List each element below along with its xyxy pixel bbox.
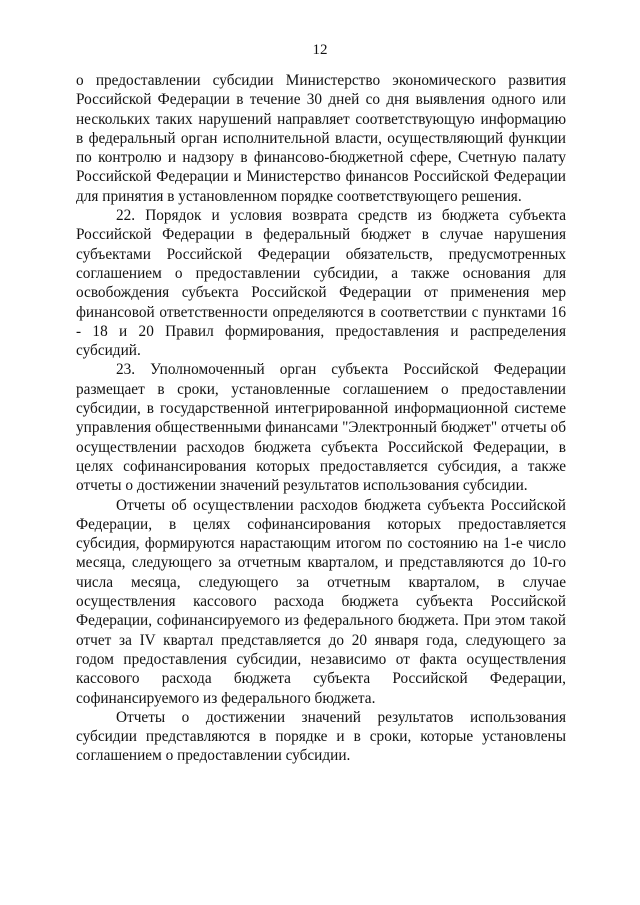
paragraph-results-reports: Отчеты о достижении значений результатов использования субсидии представляются в порядке и в сроки, которые установлены соглашением о предоставлении субсидии.: [76, 708, 566, 765]
paragraph-clause-22: 22. Порядок и условия возврата средств из бюджета субъекта Российской Федерации в федеральный бюджет в случае нарушения субъектами Российской Федерации обязательств, предусмотренных соглашением о предоставлении субсидии, а также основания для освобождения субъекта Российской Федерации от применения мер финансовой ответственности определяются в соответствии с пунктами 16 - 18 и 20 Правил формирования, предоставления и распределения субсидий.: [76, 207, 566, 360]
paragraph-continuation: о предоставлении субсидии Министерство экономического развития Российской Федерации в течение 30 дней со дня выявления одного или нескольких таких нарушений направляет соответствующую информацию в федеральный орган исполнительной власти, осуществляющий функции по контролю и надзору в финансово-бюджетной сфере, Счетную палату Российской Федерации и Министерство финансов Российской Федерации для принятия в установленном порядке соответствующего решения.: [76, 72, 566, 205]
paragraph-expense-reports: Отчеты об осуществлении расходов бюджета субъекта Российской Федерации, в целях софинансирования которых предоставляется субсидия, формируются нарастающим итогом по состоянию на 1-е число месяца, следующего за отчетным кварталом, и представляются до 10-го числа месяца, следующего за отчетным кварталом, в случае осуществления кассового расхода бюджета субъекта Российской Федерации, софинансируемого из федерального бюджета. При этом такой отчет за IV квартал представляется до 20 января года, следующего за годом предоставления субсидии, независимо от факта осуществления кассового расхода бюджета субъекта Российской Федерации, софинансируемого из федерального бюджета.: [76, 496, 566, 707]
page-number: 12: [312, 42, 328, 58]
document-body: [76, 71, 566, 766]
paragraph-clause-23: 23. Уполномоченный орган субъекта Российской Федерации размещает в сроки, установленные соглашением о предоставлении субсидии, в государственной интегрированной информационной системе управления общественными финансами "Электронный бюджет" отчеты об осуществлении расходов бюджета субъекта Российской Федерации, в целях софинансирования которых предоставляется субсидия, а также отчеты о достижении значений результатов использования субсидии.: [76, 361, 566, 495]
